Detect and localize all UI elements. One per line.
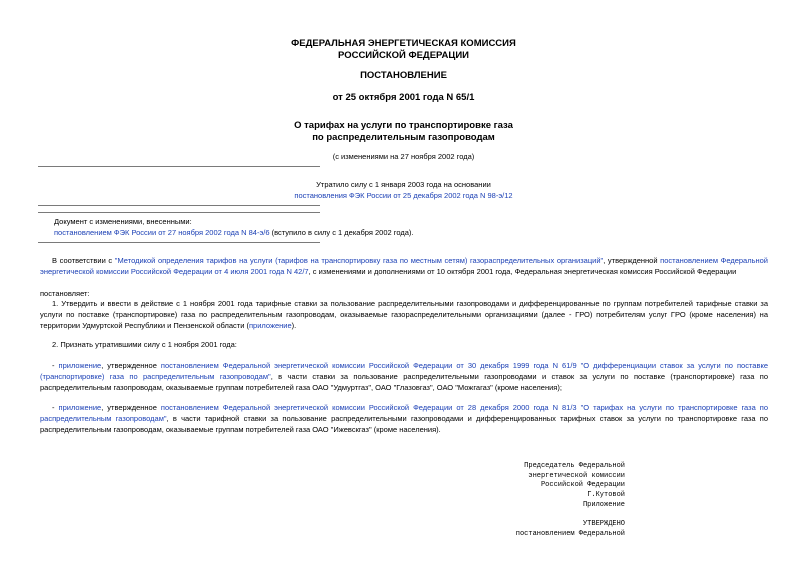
resolution-61-9-link[interactable]: постановлением Федеральной энергетической комиссии Российской Федерации от 30 декабря 1999 года N 61/9 "О дифференциации ставок за услуги по поставке (транспортировке) газа по распределительным газопроводам" [40, 361, 768, 381]
signatory-name: Г.Кутовой [587, 490, 625, 499]
changes-note: (с изменениями на 27 ноября 2002 года) [332, 152, 475, 161]
appendix-61-9-link[interactable]: приложение [58, 361, 102, 370]
appendix-81-3-link[interactable]: приложение [58, 403, 102, 412]
bullet-dash: - [52, 361, 59, 370]
divider [38, 205, 320, 206]
divider [38, 212, 320, 213]
divider [38, 166, 320, 167]
appendix-link[interactable]: приложение [249, 321, 292, 330]
item-1-paragraph [40, 298, 768, 331]
bullet-text: , в части ставки за пользование распределительными газопроводами и ставок за услуги по поставке (транспортировке) газа по распределительным газопроводам, оказываемые группам потребителей газа ОАО "Удмуртгаз", ОАО "Глазовгаз", ОАО "Можгагаз" (кроме населения); [40, 372, 768, 392]
document-date-number: от 25 октября 2001 года N 65/1 [332, 92, 475, 103]
appendix-label: Приложение [582, 501, 625, 509]
signature-line: энергетической комиссии [528, 471, 625, 480]
expired-basis-link[interactable]: постановления ФЭК России от 25 декабря 2002 года N 98-э/12 [294, 191, 513, 200]
resolution-81-3-link[interactable]: постановлением Федеральной энергетической комиссии Российской Федерации от 28 декабря 2000 года N 81/3 "О тарифах на услуги по транспортировке газа по распределительным газопроводам" [40, 403, 768, 423]
intro-text: В соответствии с [52, 256, 115, 265]
methodology-link[interactable]: "Методикой определения тарифов на услуги (тарифов на транспортировку газа по местным сетям) газораспределительных организаций" [114, 256, 604, 265]
expired-notice: Утратило силу с 1 января 2003 года на основании [316, 180, 491, 189]
item-1-text: ). [291, 321, 297, 330]
bullet-dash: - [52, 403, 59, 412]
approved-label: УТВЕРЖДЕНО [582, 520, 625, 528]
signature-line: Российской Федерации [540, 481, 625, 489]
document-type: ПОСТАНОВЛЕНИЕ [360, 70, 447, 81]
document-title-line2: по распределительным газопроводам [312, 132, 495, 143]
resolution-42-7-link[interactable]: постановлением Федеральной энергетической комиссии Российской Федерации от 4 июля 2001 года N 42/7 [40, 256, 768, 276]
intro-text: , утвержденной [603, 256, 661, 265]
signature-block [524, 462, 625, 500]
amendments-line [54, 227, 413, 238]
agency-name-line1: ФЕДЕРАЛЬНАЯ ЭНЕРГЕТИЧЕСКАЯ КОМИССИЯ [291, 38, 516, 49]
amendments-label: Документ с изменениями, внесенными: [54, 217, 192, 226]
resolves-label: постановляет: [40, 289, 90, 298]
item-2-paragraph: 2. Признать утратившими силу с 1 ноября 2001 года: [52, 340, 237, 349]
amendment-link[interactable]: постановлением ФЭК России от 27 ноября 2002 года N 84-э/6 [54, 228, 270, 237]
intro-text: , с изменениями и дополнениями от 10 октября 2001 года, Федеральная энергетическая комиссия Российской Федерации [308, 267, 737, 276]
repealed-item-2 [40, 402, 768, 435]
signature-line: Председатель Федеральной [524, 462, 625, 470]
approved-by-line: постановлением Федеральной [515, 530, 625, 538]
document-title-line1: О тарифах на услуги по транспортировке газа [294, 120, 513, 131]
bullet-text: , в части тарифной ставки за пользование распределительными газопроводами и дифференцированных тарифных ставок за услуги по транспортировке газа по распределительным газопроводам, оказываемые группам потребителей газа ОАО "Ижевскгаз" (кроме населения). [40, 414, 768, 434]
divider [38, 242, 320, 243]
repealed-item-1 [40, 360, 768, 393]
intro-paragraph [40, 255, 768, 277]
agency-name-line2: РОССИЙСКОЙ ФЕДЕРАЦИИ [337, 50, 469, 61]
item-1-text: 1. Утвердить и ввести в действие с 1 ноября 2001 года тарифные ставки за пользование распределительными газопроводами и дифференцированные по группам потребителей тарифные ставки за услуги по поставке (транспортировке) газа по распределительным газопроводам, оказываемые газораспределительными организациями (далее - ГРО) потребителям услуг ГРО (кроме населения) на территории Удмуртской Республики и Пензенской области ( [40, 299, 768, 330]
bullet-text: , утвержденное [101, 403, 161, 412]
amendment-effective-note: (вступило в силу с 1 декабря 2002 года). [269, 228, 414, 237]
bullet-text: , утвержденное [101, 361, 161, 370]
